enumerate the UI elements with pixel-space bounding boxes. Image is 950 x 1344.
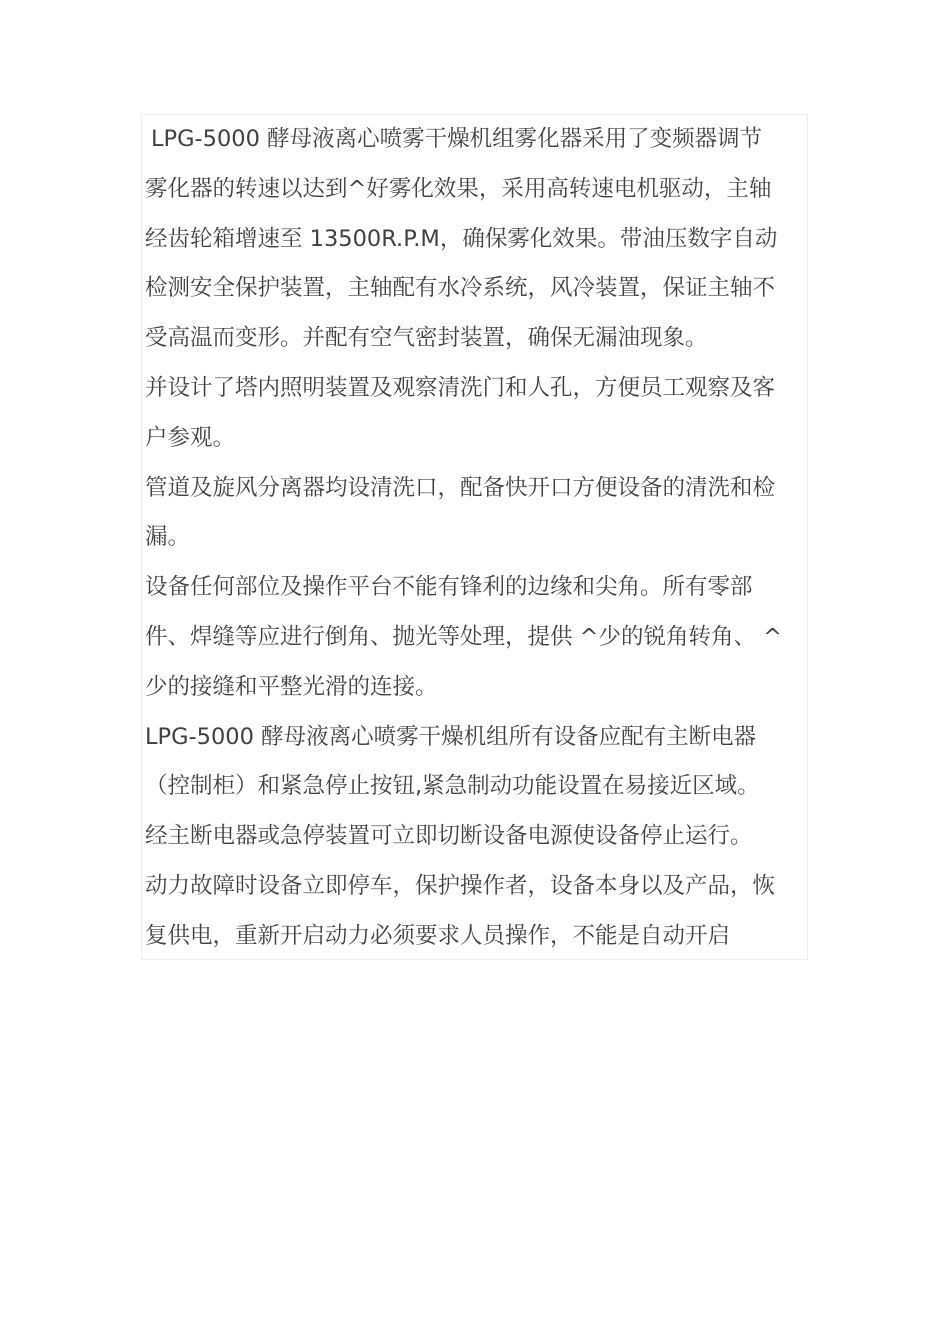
text-line: 管道及旋风分离器均设清洗口，配备快开口方便设备的清洗和检 <box>145 474 776 501</box>
text-line: 件、焊缝等应进行倒角、抛光等处理，提供 ^少的锐角转角、 ^ <box>145 623 783 650</box>
text-line: 设备任何部位及操作平台不能有锋利的边缘和尖角。所有零部 <box>145 574 753 601</box>
text-block <box>141 114 808 960</box>
text-line: （控制柜）和紧急停止按钮,紧急制动功能设置在易接近区域。 <box>145 773 760 800</box>
text-line: 动力故障时设备立即停车，保护操作者，设备本身以及产品，恢 <box>145 872 776 899</box>
text-line: 经齿轮箱增速至 13500R.P.M，确保雾化效果。带油压数字自动 <box>145 225 778 252</box>
text-line: 受高温而变形。并配有空气密封装置，确保无漏油现象。 <box>145 325 708 352</box>
text-line: 少的接缝和平整光滑的连接。 <box>145 673 438 700</box>
text-line: 经主断电器或急停装置可立即切断设备电源使设备停止运行。 <box>145 823 753 850</box>
text-line: 漏。 <box>145 524 191 551</box>
text-line: LPG-5000 酵母液离心喷雾干燥机组所有设备应配有主断电器 <box>145 723 757 750</box>
text-line: 检测安全保护装置，主轴配有水冷系统，风冷装置，保证主轴不 <box>145 275 776 302</box>
text-line: 雾化器的转速以达到^好雾化效果，采用高转速电机驱动，主轴 <box>145 175 772 202</box>
text-line: 复供电，重新开启动力必须要求人员操作，不能是自动开启 <box>145 922 731 949</box>
text-line: 并设计了塔内照明装置及观察清洗门和人孔，方便员工观察及客 <box>145 374 776 401</box>
text-line: 户参观。 <box>145 424 236 451</box>
text-line: LPG-5000 酵母液离心喷雾干燥机组雾化器采用了变频器调节 <box>151 126 763 152</box>
